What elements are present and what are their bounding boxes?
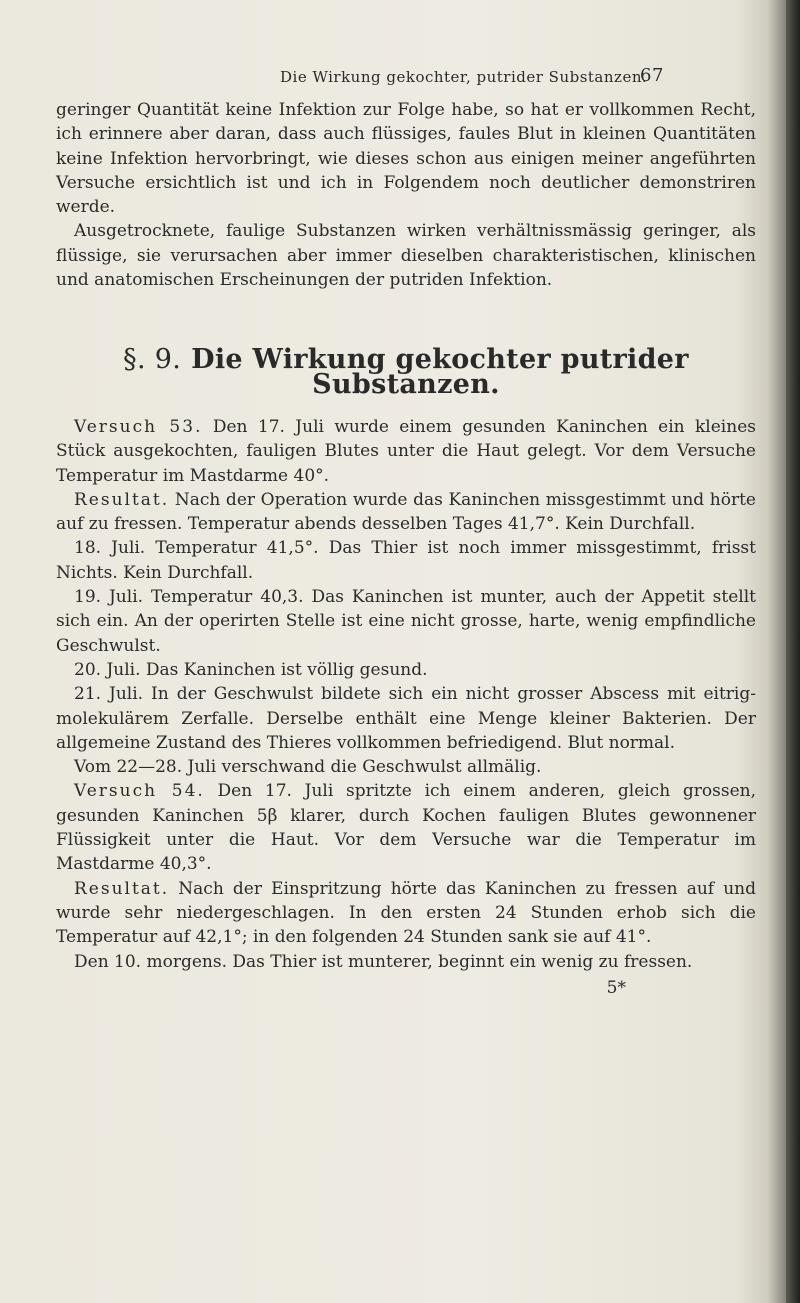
- paragraph-resultat-53: Resultat. Nach der Operation wurde das Kaninchen missgestimmt und hörte auf zu fressen. Temperatur abends desselben Tages 41,7°. Kein Durchfall.: [56, 489, 756, 535]
- page-edge-shadow: [786, 0, 800, 1303]
- section-number: §. 9.: [123, 344, 182, 376]
- paragraph-resultat-54: Resultat. Nach der Einspritzung hörte das Kaninchen zu fressen auf und wurde sehr niedergeschlagen. In den ersten 24 Stunden erhob sich die Temperatur auf 42,1°; in den folgenden 24 Stunden sank sie auf 41°.: [56, 878, 756, 948]
- paragraph-22-28-juli: Vom 22—28. Juli verschwand die Geschwulst allmälig.: [74, 757, 542, 778]
- paragraph-20-juli: 20. Juli. Das Kaninchen ist völlig gesund.: [74, 659, 428, 680]
- paragraph-den-10: Den 10. morgens. Das Thier ist munterer, beginnt ein wenig zu fressen.: [74, 951, 693, 972]
- paragraph-18-juli: 18. Juli. Temperatur 41,5°. Das Thier ist noch immer missgestimmt, frisst Nichts. Kein Durchfall.: [56, 538, 756, 583]
- paragraph-lead: Resultat.: [74, 878, 170, 899]
- section-title: Die Wirkung gekochter putrider Substanzen.: [191, 344, 689, 400]
- intro-paragraph-1: geringer Quantität keine Infektion zur Folge habe, so hat er vollkommen Recht, ich erinnere aber daran, dass auch flüssiges, faules Blut in kleinen Quantitäten keine Infektion hervorbringt, wie dieses schon aus einigen meiner angeführten Versuche ersichtlich ist und ich in Folgendem noch deutlicher demonstriren werde.: [56, 100, 756, 218]
- page-number: 67: [640, 65, 664, 86]
- paragraph-lead: Resultat.: [74, 489, 170, 510]
- paragraph-21-juli: 21. Juli. In der Geschwulst bildete sich ein nicht grosser Abscess mit eitrig-molekulärem Zerfalle. Derselbe enthält eine Menge kleiner Bakterien. Der allgemeine Zustand des Thieres vollkommen befriedigend. Blut normal.: [56, 684, 756, 753]
- body-text: [56, 98, 756, 1000]
- paragraph-versuch-54: Versuch 54. Den 17. Juli spritzte ich einem anderen, gleich grossen, gesunden Kaninchen 5β klarer, durch Kochen fauligen Blutes gewonnener Flüssigkeit unter die Haut. Vor dem Versuche war die Temperatur im Mastdarme 40,3°.: [56, 781, 756, 875]
- paragraph-lead: Versuch 54.: [74, 781, 205, 802]
- paragraph-19-juli: 19. Juli. Temperatur 40,3. Das Kaninchen ist munter, auch der Appetit stellt sich ein. An der operirten Stelle ist eine nicht grosse, harte, wenig empfindliche Geschwulst.: [56, 587, 756, 656]
- signature-mark: 5*: [606, 977, 626, 998]
- paragraph-lead: Versuch 53.: [74, 416, 203, 437]
- section-heading: [56, 344, 756, 400]
- running-title: Die Wirkung gekochter, putrider Substanzen.: [280, 68, 648, 86]
- intro-paragraph-2: Ausgetrocknete, faulige Substanzen wirken verhältnissmässig geringer, als flüssige, sie verursachen aber immer dieselben charakteristischen, klinischen und anatomischen Erscheinungen der putriden Infektion.: [56, 221, 756, 291]
- paragraph-versuch-53: Versuch 53. Den 17. Juli wurde einem gesunden Kaninchen ein kleines Stück ausgekochten, fauligen Blutes unter die Haut gelegt. Vor dem Versuche Temperatur im Mastdarme 40°.: [56, 416, 756, 486]
